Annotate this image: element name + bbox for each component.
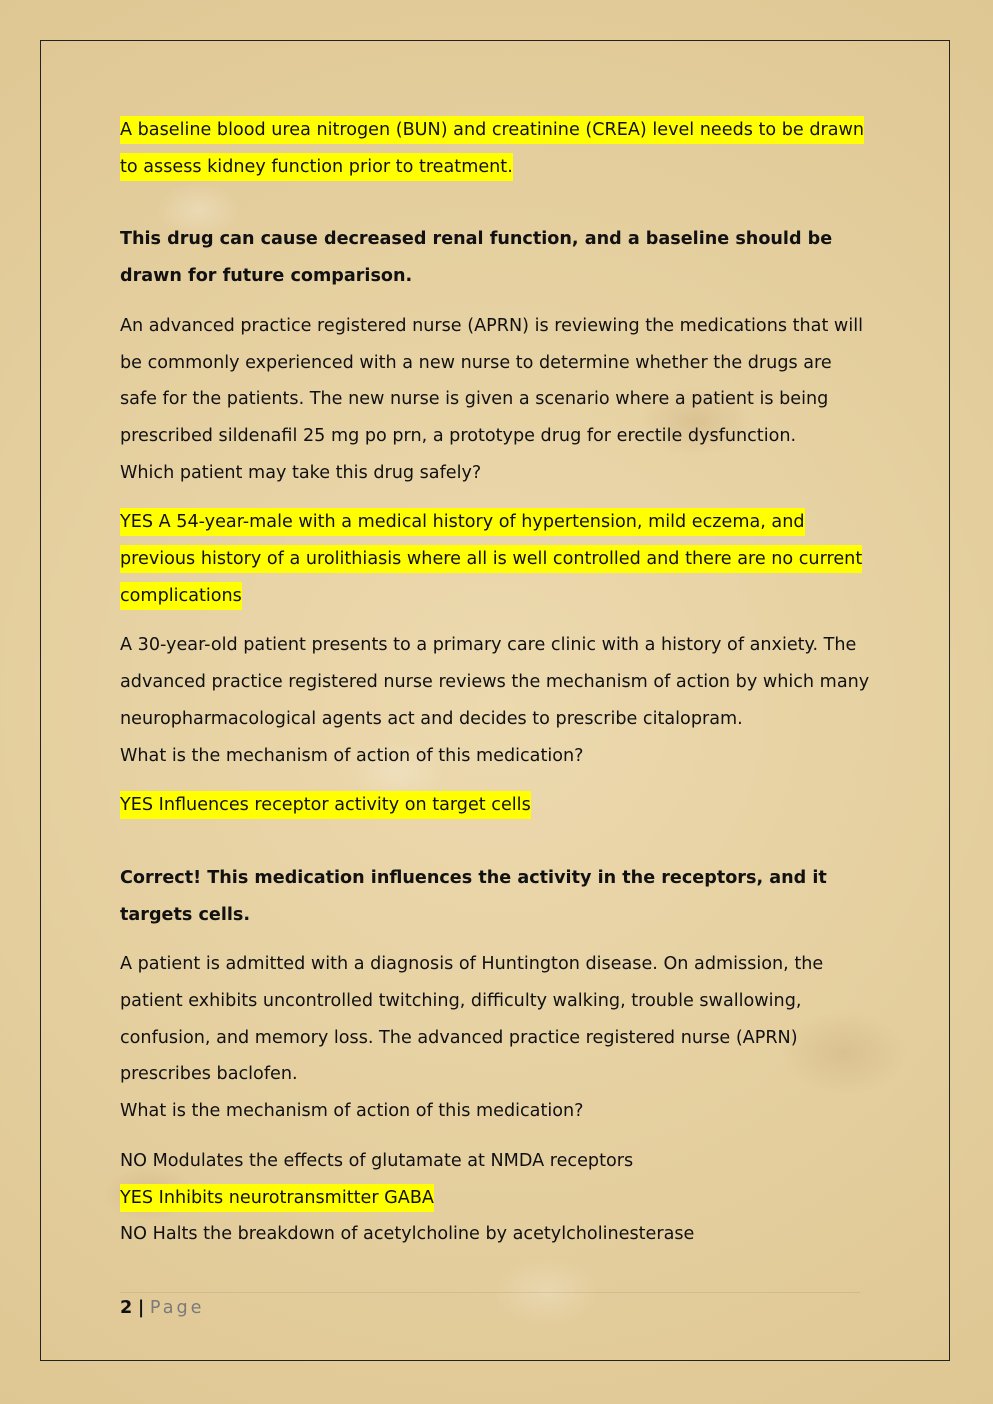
highlighted-text: YES Inhibits neurotransmitter GABA	[120, 1184, 434, 1212]
question-baclofen-prompt: What is the mechanism of action of this medication?	[120, 1101, 584, 1122]
page-label: Page	[149, 1298, 205, 1318]
answer-highlight-bun-crea	[120, 112, 870, 185]
footer-separator: |	[137, 1298, 145, 1318]
highlighted-text: A baseline blood urea nitrogen (BUN) and creatinine (CREA) level needs to be drawn to assess kidney function prior to treatment.	[120, 116, 864, 181]
question-sildenafil-prompt: Which patient may take this drug safely?	[120, 462, 482, 483]
page-footer	[120, 1292, 860, 1321]
page-number: 2	[120, 1298, 133, 1318]
answer-highlight-receptor-activity	[120, 787, 870, 824]
question-baclofen-scenario: A patient is admitted with a diagnosis of Huntington disease. On admission, the patient exhibits uncontrolled twitching, difficulty walking, trouble swallowing, confusion, and memory loss. The advanced practice registered nurse (APRN) prescribes baclofen.	[120, 954, 824, 1085]
question-sildenafil-scenario: An advanced practice registered nurse (APRN) is reviewing the medications that will be commonly experienced with a new nurse to determine whether the drugs are safe for the patients. The new nurse is given a scenario where a patient is being prescribed sildenafil 25 mg po prn, a prototype drug for erectile dysfunction.	[120, 315, 863, 446]
rationale-citalopram: Correct! This medication influences the activity in the receptors, and it targets cells.	[120, 867, 827, 925]
option-glutamate: NO Modulates the effects of glutamate at NMDA receptors	[120, 1150, 634, 1171]
answer-highlight-54-year-male	[120, 504, 870, 614]
highlighted-text: YES Influences receptor activity on target cells	[120, 791, 531, 819]
question-citalopram-scenario: A 30-year-old patient presents to a primary care clinic with a history of anxiety. The advanced practice registered nurse reviews the mechanism of action by which many neuropharmacological agents act and decides to prescribe citalopram.	[120, 635, 870, 729]
highlighted-text: YES A 54-year-male with a medical history of hypertension, mild eczema, and previous history of a urolithiasis where all is well controlled and there are no current complications	[120, 508, 862, 609]
question-citalopram-prompt: What is the mechanism of action of this medication?	[120, 745, 584, 766]
option-gaba	[120, 1180, 870, 1217]
option-acetylcholine: NO Halts the breakdown of acetylcholine by acetylcholinesterase	[120, 1224, 695, 1245]
rationale-renal: This drug can cause decreased renal function, and a baseline should be drawn for future comparison.	[120, 229, 833, 287]
document-body	[120, 112, 870, 1253]
